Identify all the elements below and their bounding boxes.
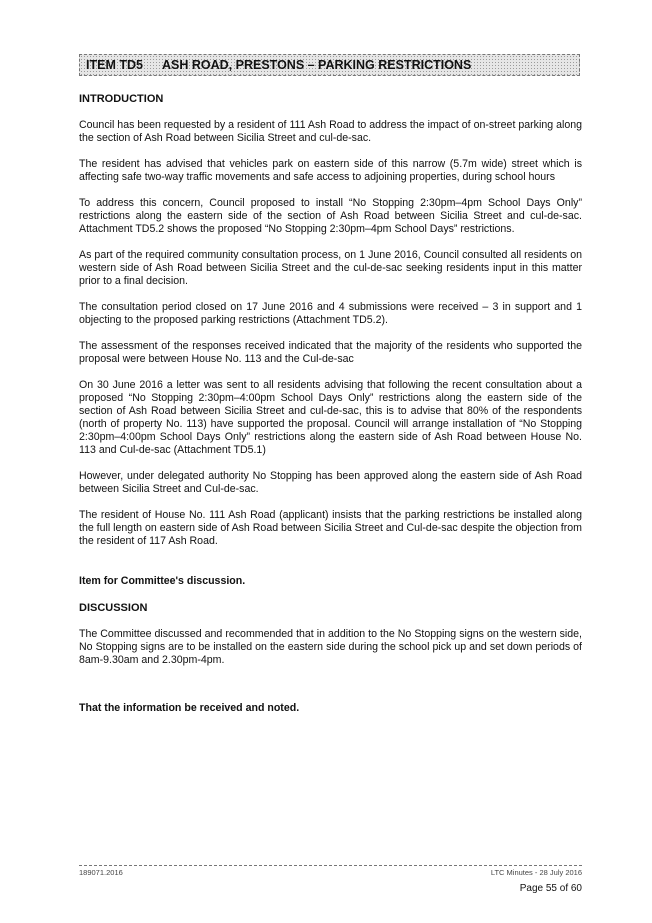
paragraph: However, under delegated authority No Stopping has been approved along the eastern side of Ash Road between Sicilia Street and Cul-de-sac.: [79, 470, 582, 495]
committee-note: Item for Committee's discussion.: [79, 575, 246, 587]
paragraph: On 30 June 2016 a letter was sent to all residents advising that following the recent consultation about a proposed “No Stopping 2:30pm–4:00pm School Days Only” restrictions along the eastern side of the section of Ash Road between Sicilia Street and cul-de-sac, this is to advise that 80% of the respondents (north of property No. 113) have supported the proposal. Council will arrange installation of “No Stopping 2:30pm–4:00pm School Days Only” restrictions along the eastern side of Ash Road between House No. 113 and Cul-de-sac (Attachment TD5.1): [79, 379, 582, 456]
spacer: [79, 680, 582, 702]
footer-reference: 189071.2016: [79, 868, 123, 877]
document-body: [79, 92, 582, 728]
paragraph: The assessment of the responses received indicated that the majority of the residents who supported the proposal were between House No. 113 and the Cul-de-sac: [79, 340, 582, 365]
paragraph: The consultation period closed on 17 June 2016 and 4 submissions were received – 3 in support and 1 objecting to the proposed parking restrictions (Attachment TD5.2).: [79, 301, 582, 326]
paragraph: To address this concern, Council proposed to install “No Stopping 2:30pm–4pm School Days Only” restrictions along the eastern side of the section of Ash Road between Sicilia Street and cul-de-sac. Attachment TD5.2 shows the proposed “No Stopping 2:30pm–4pm School Days” restrictions.: [79, 197, 582, 235]
paragraph: The resident of House No. 111 Ash Road (applicant) insists that the parking restrictions be installed along the full length on eastern side of Ash Road between Sicilia Street and Cul-de-sac despite the objection from the resident of 117 Ash Road.: [79, 509, 582, 547]
introduction-heading: INTRODUCTION: [79, 93, 164, 105]
footer-minutes-date: LTC Minutes - 28 July 2016: [490, 868, 582, 877]
item-number: ITEM TD5: [86, 58, 143, 72]
footer-divider: [79, 865, 582, 866]
paragraph: The resident has advised that vehicles park on eastern side of this narrow (5.7m wide) street which is affecting safe two-way traffic movements and safe access to adjoining properties, during school hours: [79, 158, 582, 183]
spacer: [79, 561, 582, 575]
item-title: ASH ROAD, PRESTONS – PARKING RESTRICTIONS: [162, 58, 472, 72]
item-title-box: [79, 54, 580, 76]
discussion-paragraph: The Committee discussed and recommended that in addition to the No Stopping signs on the western side, No Stopping signs are to be installed on the eastern side during the school pick up and set down periods of 8am-9.30am and 2.30pm-4pm.: [79, 628, 582, 666]
paragraph: Council has been requested by a resident of 111 Ash Road to address the impact of on-street parking along the section of Ash Road between Sicilia Street and cul-de-sac.: [79, 119, 582, 144]
page-number: Page 55 of 60: [519, 883, 582, 894]
discussion-heading: DISCUSSION: [79, 602, 148, 614]
resolution: That the information be received and noted.: [79, 702, 300, 714]
paragraph: As part of the required community consultation process, on 1 June 2016, Council consulted all residents on western side of Ash Road between Sicilia Street and the cul-de-sac seeking residents input in this matter prior to a final decision.: [79, 249, 582, 287]
